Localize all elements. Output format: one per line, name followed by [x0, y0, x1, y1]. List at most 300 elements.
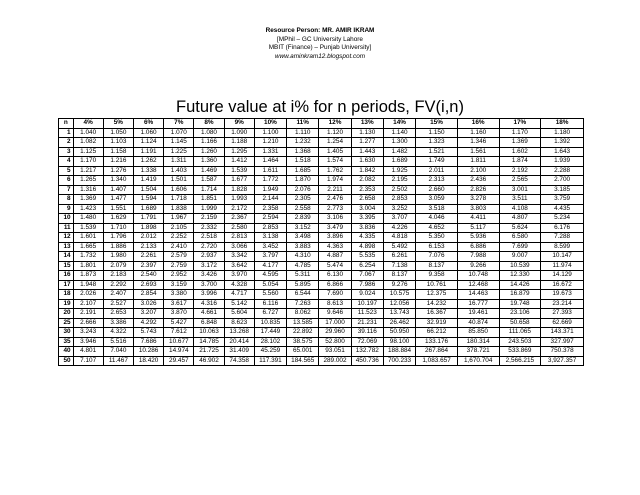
value-cell: 4.652 — [416, 223, 458, 233]
value-cell: 6.130 — [319, 271, 351, 281]
value-cell: 2.580 — [224, 223, 254, 233]
value-cell: 1.392 — [541, 138, 584, 148]
column-header-rate: 6% — [133, 119, 163, 129]
value-cell: 2.839 — [287, 214, 319, 224]
value-cell: 10.761 — [416, 280, 458, 290]
value-cell: 1.714 — [194, 185, 224, 195]
value-cell: 4.435 — [541, 204, 584, 214]
value-cell: 6.544 — [287, 290, 319, 300]
value-cell: 4.292 — [133, 318, 163, 328]
value-cell: 2.854 — [133, 290, 163, 300]
value-cell: 3.172 — [194, 261, 224, 271]
value-cell: 1.130 — [351, 128, 383, 138]
value-cell: 2.826 — [457, 185, 499, 195]
value-cell: 132.782 — [351, 347, 383, 357]
value-cell: 1.082 — [73, 138, 103, 148]
value-cell: 72.069 — [351, 337, 383, 347]
table-row — [59, 337, 584, 347]
value-cell: 1.331 — [254, 147, 286, 157]
value-cell: 1.480 — [73, 214, 103, 224]
value-cell: 2.076 — [287, 185, 319, 195]
resource-person-line: Resource Person: MR. AMIR IKRAM — [265, 27, 375, 34]
value-cell: 14.463 — [457, 290, 499, 300]
value-cell: 1.464 — [254, 157, 286, 167]
value-cell: 2.952 — [164, 271, 194, 281]
period-cell: 2 — [59, 138, 74, 148]
value-cell: 2.653 — [103, 309, 133, 319]
value-cell: 3.152 — [287, 223, 319, 233]
affiliation-line-2: MBIT (Finance) – Punjab University] — [268, 44, 372, 52]
period-cell: 19 — [59, 299, 74, 309]
value-cell: 2.367 — [224, 214, 254, 224]
value-cell: 3.185 — [541, 185, 584, 195]
value-cell: 1.050 — [103, 128, 133, 138]
value-cell: 1.232 — [287, 138, 319, 148]
value-cell: 1.539 — [224, 166, 254, 176]
value-cell: 1.762 — [319, 166, 351, 176]
value-cell: 2.558 — [287, 204, 319, 214]
value-cell: 4.887 — [319, 252, 351, 262]
value-cell: 9.007 — [499, 252, 541, 262]
value-cell: 1.772 — [254, 176, 286, 186]
value-cell: 1.140 — [383, 128, 415, 138]
period-cell: 25 — [59, 318, 74, 328]
period-cell: 16 — [59, 271, 74, 281]
value-cell: 4.807 — [499, 214, 541, 224]
table-row — [59, 214, 584, 224]
value-cell: 38.575 — [287, 337, 319, 347]
value-cell: 3.836 — [351, 223, 383, 233]
value-cell: 1.150 — [416, 128, 458, 138]
value-cell: 3.207 — [133, 309, 163, 319]
period-cell: 30 — [59, 328, 74, 338]
value-cell: 1.974 — [319, 176, 351, 186]
value-cell: 10.147 — [541, 252, 584, 262]
value-cell: 1.665 — [73, 242, 103, 252]
column-header-rate: 8% — [194, 119, 224, 129]
value-cell: 4.595 — [254, 271, 286, 281]
value-cell: 3.106 — [319, 214, 351, 224]
value-cell: 27.393 — [541, 309, 584, 319]
value-cell: 2.436 — [457, 176, 499, 186]
column-header-rate: 15% — [416, 119, 458, 129]
value-cell: 10.677 — [164, 337, 194, 347]
value-cell: 700.233 — [383, 356, 415, 366]
value-cell: 1.369 — [499, 138, 541, 148]
value-cell: 46.902 — [194, 356, 224, 366]
value-cell: 2.313 — [416, 176, 458, 186]
value-cell: 16.777 — [457, 299, 499, 309]
value-cell: 7.686 — [133, 337, 163, 347]
value-cell: 1.346 — [457, 138, 499, 148]
value-cell: 2.813 — [224, 233, 254, 243]
value-cell: 1,670.704 — [457, 356, 499, 366]
value-cell: 1.120 — [319, 128, 351, 138]
value-cell: 2.693 — [133, 280, 163, 290]
value-cell: 5.474 — [319, 261, 351, 271]
value-cell: 2.105 — [164, 223, 194, 233]
value-cell: 1.539 — [73, 223, 103, 233]
value-cell: 1.796 — [103, 233, 133, 243]
value-cell: 3.059 — [416, 195, 458, 205]
value-cell: 1.170 — [73, 157, 103, 167]
table-row — [59, 128, 584, 138]
value-cell: 1.160 — [457, 128, 499, 138]
value-cell: 3.001 — [499, 185, 541, 195]
value-cell: 14.974 — [164, 347, 194, 357]
value-cell: 1.265 — [73, 176, 103, 186]
value-cell: 1.124 — [133, 138, 163, 148]
value-cell: 21.725 — [194, 347, 224, 357]
value-cell: 12.468 — [457, 280, 499, 290]
period-cell: 40 — [59, 347, 74, 357]
value-cell: 50.658 — [499, 318, 541, 328]
value-cell: 29.960 — [319, 328, 351, 338]
column-header-rate: 4% — [73, 119, 103, 129]
value-cell: 23.106 — [499, 309, 541, 319]
value-cell: 2.252 — [164, 233, 194, 243]
value-cell: 1.710 — [103, 223, 133, 233]
value-cell: 1.874 — [499, 157, 541, 167]
value-cell: 4.226 — [383, 223, 415, 233]
value-cell: 3.159 — [164, 280, 194, 290]
value-cell: 5.516 — [103, 337, 133, 347]
value-cell: 2.082 — [351, 176, 383, 186]
value-cell: 40.874 — [457, 318, 499, 328]
value-cell: 3.803 — [457, 204, 499, 214]
value-cell: 13.585 — [287, 318, 319, 328]
value-cell: 5.895 — [287, 280, 319, 290]
value-cell: 1.574 — [319, 157, 351, 167]
period-cell: 5 — [59, 166, 74, 176]
value-cell: 3.004 — [351, 204, 383, 214]
column-header-rate: 9% — [224, 119, 254, 129]
value-cell: 1.677 — [224, 176, 254, 186]
value-cell: 2.191 — [73, 309, 103, 319]
value-cell: 533.869 — [499, 347, 541, 357]
value-cell: 2.192 — [499, 166, 541, 176]
value-cell: 16.879 — [499, 290, 541, 300]
value-cell: 1.587 — [194, 176, 224, 186]
value-cell: 2.540 — [133, 271, 163, 281]
value-cell: 16.367 — [416, 309, 458, 319]
value-cell: 267.864 — [416, 347, 458, 357]
value-cell: 5.427 — [164, 318, 194, 328]
value-cell: 28.102 — [254, 337, 286, 347]
value-cell: 4.801 — [73, 347, 103, 357]
value-cell: 3.243 — [73, 328, 103, 338]
value-cell: 2.079 — [103, 261, 133, 271]
value-cell: 111.065 — [499, 328, 541, 338]
value-cell: 2.353 — [351, 185, 383, 195]
value-cell: 5.492 — [383, 242, 415, 252]
value-cell: 3.426 — [194, 271, 224, 281]
value-cell: 2.594 — [254, 214, 286, 224]
value-cell: 2.358 — [254, 204, 286, 214]
value-cell: 188.884 — [383, 347, 415, 357]
value-cell: 7.690 — [319, 290, 351, 300]
column-header-rate: 10% — [254, 119, 286, 129]
value-cell: 1.100 — [254, 128, 286, 138]
value-cell: 1.216 — [103, 157, 133, 167]
value-cell: 2.211 — [319, 185, 351, 195]
value-cell: 2.305 — [287, 195, 319, 205]
value-cell: 17.000 — [319, 318, 351, 328]
value-cell: 1.949 — [254, 185, 286, 195]
value-cell: 3.479 — [319, 223, 351, 233]
value-cell: 1.103 — [103, 138, 133, 148]
value-cell: 1.125 — [73, 147, 103, 157]
value-cell: 10.063 — [194, 328, 224, 338]
value-cell: 2.502 — [383, 185, 415, 195]
value-cell: 5.117 — [457, 223, 499, 233]
value-cell: 1.403 — [164, 166, 194, 176]
value-cell: 5.054 — [254, 280, 286, 290]
value-cell: 22.892 — [287, 328, 319, 338]
value-cell: 1.225 — [164, 147, 194, 157]
value-cell: 1.838 — [164, 204, 194, 214]
value-cell: 85.850 — [457, 328, 499, 338]
value-cell: 6.116 — [254, 299, 286, 309]
value-cell: 3.896 — [319, 233, 351, 243]
table-row — [59, 299, 584, 309]
period-cell: 8 — [59, 195, 74, 205]
value-cell: 6.866 — [319, 280, 351, 290]
value-cell: 10.835 — [254, 318, 286, 328]
value-cell: 2.937 — [194, 252, 224, 262]
table-row — [59, 166, 584, 176]
value-cell: 9.646 — [319, 309, 351, 319]
value-cell: 19.748 — [499, 299, 541, 309]
period-cell: 17 — [59, 280, 74, 290]
affiliation-line-1: [MPhil – GC University Lahore — [277, 35, 363, 43]
value-cell: 4.785 — [287, 261, 319, 271]
value-cell: 45.259 — [254, 347, 286, 357]
value-cell: 2.720 — [194, 242, 224, 252]
table-row — [59, 242, 584, 252]
value-cell: 7.040 — [103, 347, 133, 357]
value-cell: 1.423 — [73, 204, 103, 214]
period-cell: 14 — [59, 252, 74, 262]
value-cell: 62.669 — [541, 318, 584, 328]
value-cell: 7.263 — [287, 299, 319, 309]
value-cell: 1.732 — [73, 252, 103, 262]
page-title: Future value at i% for n periods, FV(i,n) — [176, 98, 464, 116]
value-cell: 1.369 — [73, 195, 103, 205]
value-cell: 1.501 — [164, 176, 194, 186]
value-cell: 1.925 — [383, 166, 415, 176]
value-cell: 9.276 — [383, 280, 415, 290]
value-cell: 1.260 — [194, 147, 224, 157]
column-header-rate: 17% — [499, 119, 541, 129]
table-row — [59, 185, 584, 195]
value-cell: 3.386 — [103, 318, 133, 328]
value-cell: 2.518 — [194, 233, 224, 243]
value-cell: 31.409 — [224, 347, 254, 357]
document-header — [0, 27, 640, 61]
value-cell: 1.276 — [103, 166, 133, 176]
value-cell: 1.518 — [287, 157, 319, 167]
table-row — [59, 309, 584, 319]
value-cell: 3.883 — [287, 242, 319, 252]
value-cell: 2.759 — [164, 261, 194, 271]
period-cell: 13 — [59, 242, 74, 252]
value-cell: 5.234 — [541, 214, 584, 224]
value-cell: 8.613 — [319, 299, 351, 309]
value-cell: 7.612 — [164, 328, 194, 338]
value-cell: 1.368 — [287, 147, 319, 157]
value-cell: 6.176 — [541, 223, 584, 233]
value-cell: 6.580 — [499, 233, 541, 243]
value-cell: 4.310 — [287, 252, 319, 262]
value-cell: 7.988 — [457, 252, 499, 262]
value-cell: 2.773 — [319, 204, 351, 214]
value-cell: 1.407 — [103, 185, 133, 195]
column-header-rate: 7% — [164, 119, 194, 129]
value-cell: 6.886 — [457, 242, 499, 252]
value-cell: 5.624 — [499, 223, 541, 233]
column-header-rate: 16% — [457, 119, 499, 129]
value-cell: 1.601 — [73, 233, 103, 243]
table-row — [59, 347, 584, 357]
value-cell: 1.811 — [457, 157, 499, 167]
value-cell: 117.391 — [254, 356, 286, 366]
value-cell: 2.579 — [164, 252, 194, 262]
value-cell: 1.561 — [457, 147, 499, 157]
value-cell: 243.503 — [499, 337, 541, 347]
value-cell: 2.144 — [254, 195, 286, 205]
table-row — [59, 252, 584, 262]
value-cell: 11.974 — [541, 261, 584, 271]
value-cell: 1.188 — [224, 138, 254, 148]
value-cell: 1.873 — [73, 271, 103, 281]
value-cell: 1.360 — [194, 157, 224, 167]
value-cell: 1.210 — [254, 138, 286, 148]
value-cell: 2.159 — [194, 214, 224, 224]
value-cell: 378.721 — [457, 347, 499, 357]
column-header-rate: 11% — [287, 119, 319, 129]
value-cell: 1.551 — [103, 204, 133, 214]
blog-url: www.aminkram12.blogspot.com — [274, 52, 366, 60]
period-cell: 9 — [59, 204, 74, 214]
value-cell: 1.311 — [164, 157, 194, 167]
value-cell: 2.288 — [541, 166, 584, 176]
value-cell: 1.504 — [133, 185, 163, 195]
value-cell: 2.565 — [499, 176, 541, 186]
value-cell: 98.100 — [383, 337, 415, 347]
value-cell: 1,083.657 — [416, 356, 458, 366]
table-row — [59, 356, 584, 366]
value-cell: 2.261 — [133, 252, 163, 262]
value-cell: 3.066 — [224, 242, 254, 252]
value-cell: 6.848 — [194, 318, 224, 328]
value-cell: 1.870 — [287, 176, 319, 186]
value-cell: 3.452 — [254, 242, 286, 252]
period-cell: 20 — [59, 309, 74, 319]
future-value-table — [58, 118, 584, 366]
value-cell: 9.358 — [416, 271, 458, 281]
value-cell: 1.300 — [383, 138, 415, 148]
value-cell: 17.449 — [254, 328, 286, 338]
value-cell: 4.322 — [103, 328, 133, 338]
period-cell: 4 — [59, 157, 74, 167]
value-cell: 1.180 — [541, 128, 584, 138]
value-cell: 5.142 — [224, 299, 254, 309]
value-cell: 7.067 — [351, 271, 383, 281]
value-cell: 8.623 — [224, 318, 254, 328]
value-cell: 1.939 — [541, 157, 584, 167]
value-cell: 52.800 — [319, 337, 351, 347]
value-cell: 1.340 — [103, 176, 133, 186]
value-cell: 750.378 — [541, 347, 584, 357]
value-cell: 1.689 — [133, 204, 163, 214]
value-cell: 1.158 — [103, 147, 133, 157]
value-cell: 1.842 — [351, 166, 383, 176]
value-cell: 143.371 — [541, 328, 584, 338]
value-cell: 1.316 — [73, 185, 103, 195]
table-row — [59, 328, 584, 338]
value-cell: 1.405 — [319, 147, 351, 157]
value-cell: 18.420 — [133, 356, 163, 366]
value-cell: 10.748 — [457, 271, 499, 281]
value-cell: 7.076 — [416, 252, 458, 262]
value-cell: 19.673 — [541, 290, 584, 300]
value-cell: 2.107 — [73, 299, 103, 309]
value-cell: 2.476 — [319, 195, 351, 205]
value-cell: 1.040 — [73, 128, 103, 138]
value-cell: 7.699 — [499, 242, 541, 252]
value-cell: 180.314 — [457, 337, 499, 347]
table-body — [59, 128, 584, 366]
value-cell: 8.137 — [383, 271, 415, 281]
value-cell: 3.278 — [457, 195, 499, 205]
value-cell: 14.129 — [541, 271, 584, 281]
value-cell: 16.672 — [541, 280, 584, 290]
value-cell: 1.323 — [416, 138, 458, 148]
value-cell: 3.642 — [224, 261, 254, 271]
table-row — [59, 280, 584, 290]
value-cell: 1.419 — [133, 176, 163, 186]
value-cell: 11.467 — [103, 356, 133, 366]
value-cell: 2.700 — [541, 176, 584, 186]
value-cell: 32.919 — [416, 318, 458, 328]
value-cell: 3.395 — [351, 214, 383, 224]
table-row — [59, 204, 584, 214]
table-row — [59, 176, 584, 186]
value-cell: 1.851 — [194, 195, 224, 205]
value-cell: 1.629 — [103, 214, 133, 224]
column-header-rate: 18% — [541, 119, 584, 129]
value-cell: 10.197 — [351, 299, 383, 309]
value-cell: 2.853 — [254, 223, 286, 233]
table-row — [59, 271, 584, 281]
value-cell: 19.461 — [457, 309, 499, 319]
value-cell: 7.138 — [383, 261, 415, 271]
period-cell: 6 — [59, 176, 74, 186]
value-cell: 5.743 — [133, 328, 163, 338]
value-cell: 20.414 — [224, 337, 254, 347]
value-cell: 1.718 — [164, 195, 194, 205]
value-cell: 26.462 — [383, 318, 415, 328]
period-cell: 15 — [59, 261, 74, 271]
value-cell: 1.482 — [383, 147, 415, 157]
value-cell: 1.262 — [133, 157, 163, 167]
value-cell: 2.658 — [351, 195, 383, 205]
value-cell: 5.311 — [287, 271, 319, 281]
value-cell: 12.330 — [499, 271, 541, 281]
value-cell: 3.518 — [416, 204, 458, 214]
value-cell: 1.828 — [224, 185, 254, 195]
